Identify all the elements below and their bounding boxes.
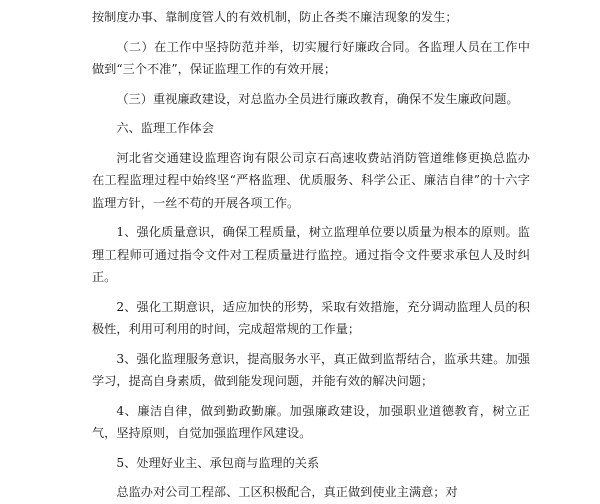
paragraph-point-5: 5、处理好业主、承包商与监理的关系	[116, 455, 320, 470]
paragraph-point-1: 1、强化质量意识，确保工程质量，树立监理单位要以质量为根本的原则。监理工程师可通过指令文件对工程质量进行监控。通过指令文件要求承包人及时纠正。	[92, 225, 530, 284]
paragraph-closing: 总监办对公司工程部、工区积极配合，真正做到使业主满意；对	[116, 485, 458, 499]
paragraph-intro: 河北省交通建设监理咨询有限公司京石高速收费站消防管道维修更换总监办在工程监理过程中始终坚“严格监理、优质服务、科学公正、廉洁自律”的十六字监理方针，一丝不苟的开展各项工作。	[92, 150, 530, 210]
paragraph-item-3: （三）重视廉政建设，对总监办全员进行廉政教育，确保不发生廉政问题。	[116, 91, 519, 106]
paragraph-point-3: 3、强化监理服务意识，提高服务水平，真正做到监帮结合，监承共建。加强学习，提高自身素质，做到能发现问题，并能有效的解决问题；	[92, 351, 530, 388]
paragraph-continuation: 按制度办事、靠制度管人的有效机制，防止各类不廉洁现象的发生；	[92, 10, 458, 24]
paragraph-point-2: 2、强化工期意识，适应加快的形势，采取有效措施，充分调动监理人员的积极性，利用可利用的时间，完成超常规的工作量；	[92, 299, 530, 336]
paragraph-item-2: （二）在工作中坚持防范并举，切实履行好廉政合同。各监理人员在工作中做到“三个不准”，保证监理工作的有效开展；	[92, 39, 530, 76]
paragraph-point-4: 4、廉洁自律，做到勤政勤廉。加强廉政建设，加强职业道德教育，树立正气，坚持原则，自觉加强监理作风建设。	[92, 403, 530, 440]
section-heading: 六、监理工作体会	[116, 121, 214, 135]
